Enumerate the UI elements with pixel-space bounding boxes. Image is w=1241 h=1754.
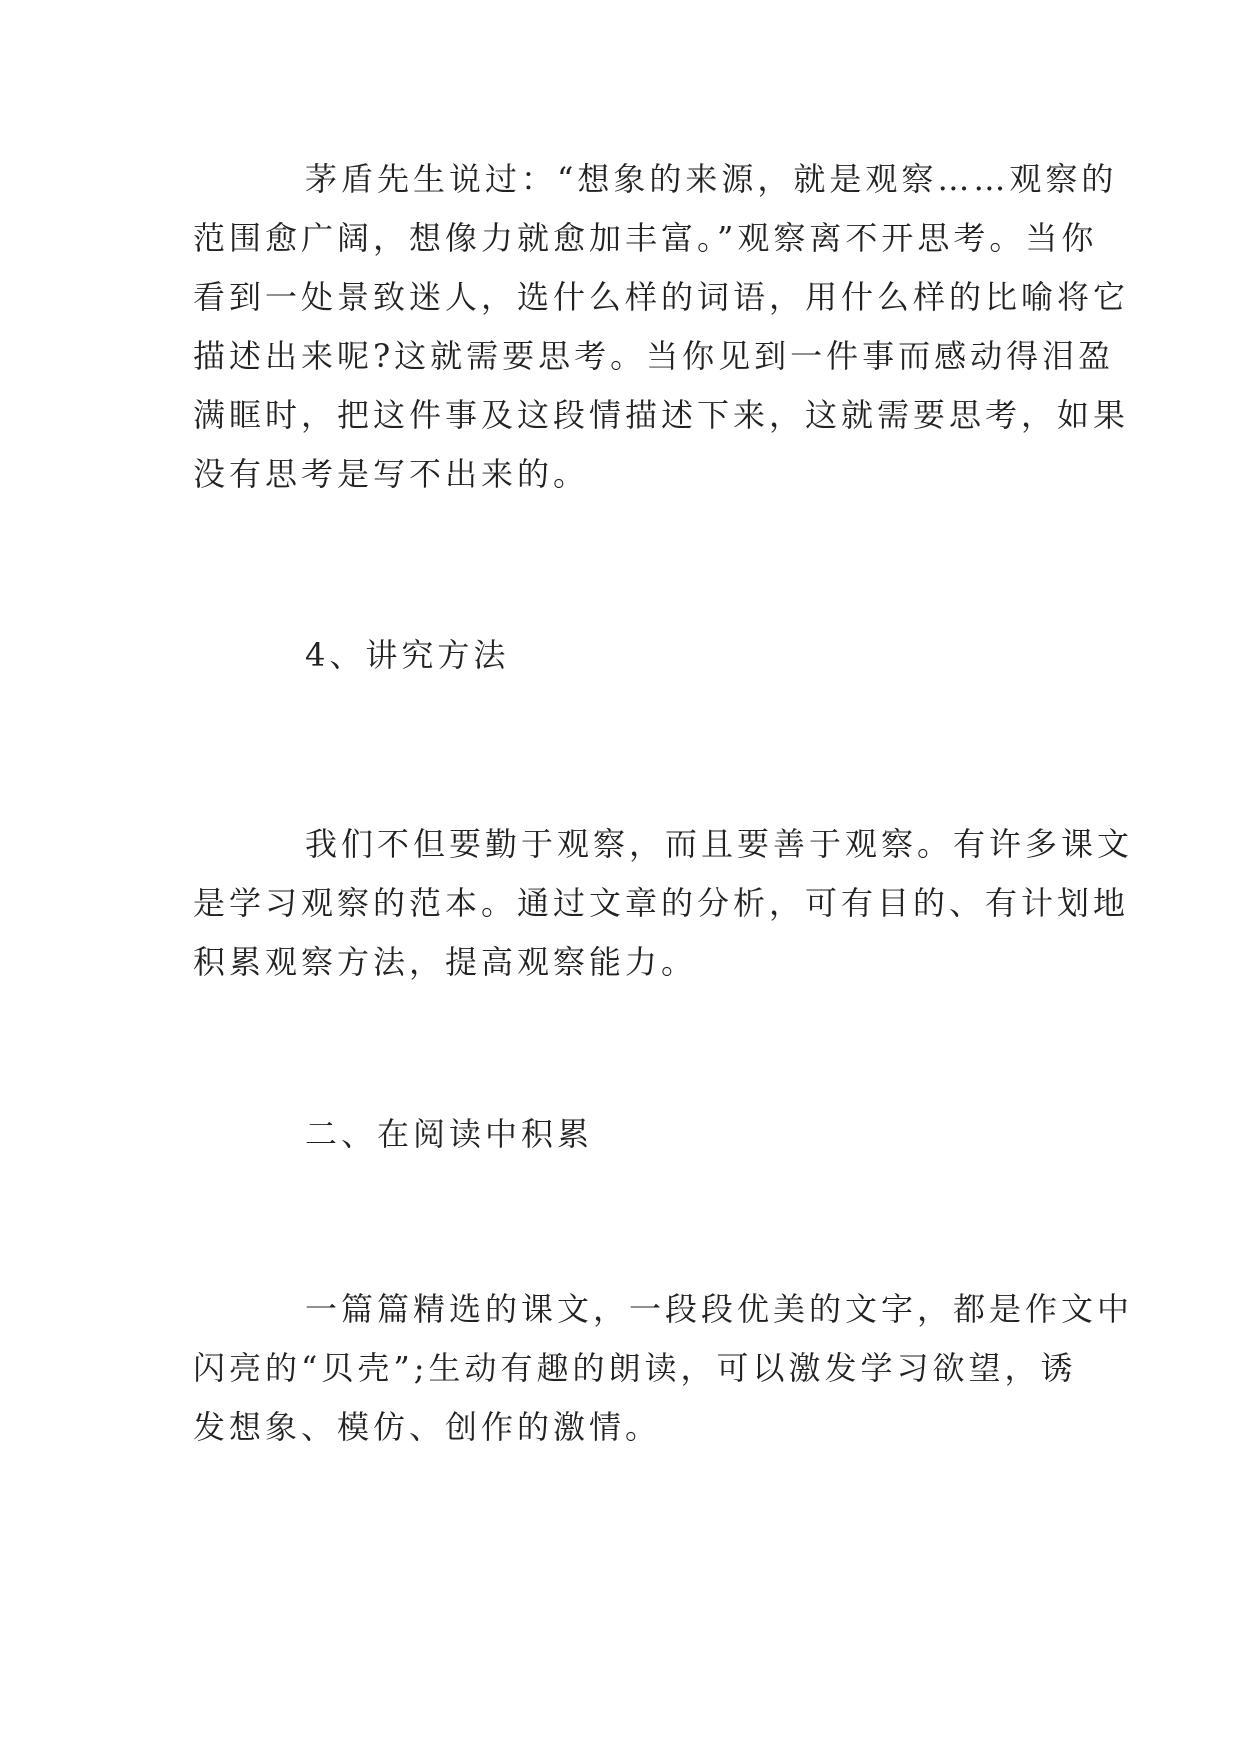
paragraph-line: 没有思考是写不出来的。 [193, 455, 590, 493]
paragraph-line: 描述出来呢?这就需要思考。当你见到一件事而感动得泪盈 [193, 337, 1115, 375]
paragraph-line: 茅盾先生说过：“想象的来源，就是观察……观察的 [305, 160, 1118, 198]
paragraph-line: 积累观察方法，提高观察能力。 [193, 943, 698, 981]
paragraph-line: 满眶时，把这件事及这段情描述下来，这就需要思考，如果 [193, 396, 1130, 434]
paragraph-line: 是学习观察的范本。通过文章的分析，可有目的、有计划地 [193, 884, 1130, 922]
paragraph-observation-thinking [193, 150, 1130, 504]
paragraph-line: 看到一处景致迷人，选什么样的词语，用什么样的比喻将它 [193, 278, 1130, 316]
paragraph-observation-method [193, 815, 1134, 992]
paragraph-line: 范围愈广阔，想像力就愈加丰富。”观察离不开思考。当你 [193, 219, 1098, 257]
paragraph-line: 闪亮的“贝壳”;生动有趣的朗读，可以激发学习欲望，诱 [193, 1349, 1077, 1387]
section-heading-method: 4、讲究方法 [305, 636, 510, 674]
section-heading-reading: 二、在阅读中积累 [305, 1115, 594, 1153]
paragraph-line: 发想象、模仿、创作的激情。 [193, 1408, 662, 1446]
paragraph-line: 我们不但要勤于观察，而且要善于观察。有许多课文 [305, 825, 1134, 863]
paragraph-line: 一篇篇精选的课文，一段段优美的文字，都是作文中 [305, 1290, 1134, 1328]
paragraph-reading-accumulation [193, 1280, 1134, 1457]
